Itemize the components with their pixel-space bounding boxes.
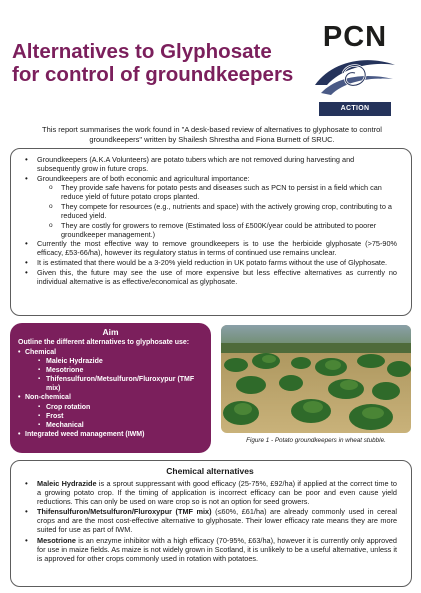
aim-item: • Integrated weed management (IWM) <box>18 430 203 439</box>
aim-sub-item: ▪ Mechanical <box>18 421 203 430</box>
summary-sub-bullet: o They are costly for growers to remove (Estimated loss of £500K/year could be attributed to poorer groundkeeper management.) <box>23 221 397 239</box>
aim-item: • Chemical <box>18 348 203 357</box>
summary-bullet: • Groundkeepers (A.K.A Volunteers) are potato tubers which are not removed during harvesting and subsequently grow in future crops. <box>23 155 397 173</box>
nematode-logo-icon <box>313 55 397 100</box>
summary-bullet: • Given this, the future may see the use of more expensive but less effective alternatives as currently no individual alternative is as effective/economical as glyphosate. <box>23 268 397 286</box>
chemical-text: (≤60%, £61/ha) are already commonly used in cereal crops and are the most cost-effective alternative to glyphosate. Their lower efficacy rate means they are more suited for use as part of IWM. <box>37 507 397 535</box>
aim-sub-item: ▪ Thifensulfuron/Metsulfuron/Fluroxypur (TMF mix) <box>18 375 203 393</box>
aim-intro: Outline the different alternatives to glyphosate use: <box>18 339 190 346</box>
logo-wordmark: PCN <box>322 21 388 53</box>
chemical-alternatives-box <box>10 460 412 587</box>
chemical-term: Maleic Hydrazide <box>37 479 97 488</box>
chemical-item <box>23 507 397 534</box>
chemical-term: Thifensulfuron/Metsulfuron/Fluroxypur (TMF mix) <box>37 507 212 517</box>
chemical-text: is a sprout suppressant with good efficacy (25-75%, £92/ha) if applied at the correct time to a growing potato crop. If the timing of application is incorrect efficacy can be poor and even cause yield reductions. This can only be used on ware crop so is not an option for seed growers. <box>37 479 397 507</box>
summary-sub-bullet: o They compete for resources (e.g., nutrients and space) with the actively growing crop, contributing to a reduced yield. <box>23 202 397 220</box>
summary-bullet: • Currently the most effective way to remove groundkeepers is to use the herbicide glyphosate (>75-90% efficacy, £53-66/ha), however its regulatory status in terms of continued use remains unclear. <box>23 239 397 257</box>
pcn-logo <box>305 21 405 126</box>
aim-sub-item: ▪ Mesotrione <box>18 366 203 375</box>
summary-bullet: • It is estimated that there would be a 3-20% yield reduction in UK potato farms without the use of Glyphosate. <box>23 258 397 267</box>
chemical-text: is an enzyme inhibitor with a high efficacy (70-95%, £63/ha), however it is currently only approved for use in maize fields. As maize is not widely grown in Scotland, it is unlikely to be a useful alternative, unless it is approved for other crops commonly used in rotation with potatoes. <box>37 535 397 563</box>
summary-sub-bullet: o They provide safe havens for potato pests and diseases such as PCN to persist in a field which can reduce yield of future potato crops planted. <box>23 183 397 201</box>
aim-sub-item: ▪ Maleic Hydrazide <box>18 357 203 366</box>
figure-caption: Figure 1 - Potato groundkeepers in wheat stubble. <box>246 437 386 444</box>
chemical-term: Mesotrione <box>37 535 76 545</box>
aim-title: Aim <box>102 327 119 337</box>
logo-subtitle: ACTION SCOTLAND <box>319 102 391 116</box>
page-title: Alternatives to Glyphosate for control of groundkeepers <box>12 40 294 86</box>
chemical-item <box>23 479 397 506</box>
summary-bullet: • Groundkeepers are of both economic and agricultural importance: <box>23 174 397 183</box>
groundkeepers-photo <box>221 325 411 433</box>
chemical-alternatives-title: Chemical alternatives <box>166 466 254 476</box>
aim-sub-item: ▪ Crop rotation <box>18 403 203 412</box>
aim-item: • Non-chemical <box>18 393 203 402</box>
chemical-item <box>23 536 397 563</box>
intro-text: This report summarises the work found in "A desk-based review of alternatives to glyphosate to control groundkeepers" written by Shailesh Shrestha and Fiona Burnett of SRUC. <box>42 125 382 144</box>
aim-panel <box>10 323 211 453</box>
summary-box <box>10 148 412 316</box>
aim-sub-item: ▪ Frost <box>18 412 203 421</box>
